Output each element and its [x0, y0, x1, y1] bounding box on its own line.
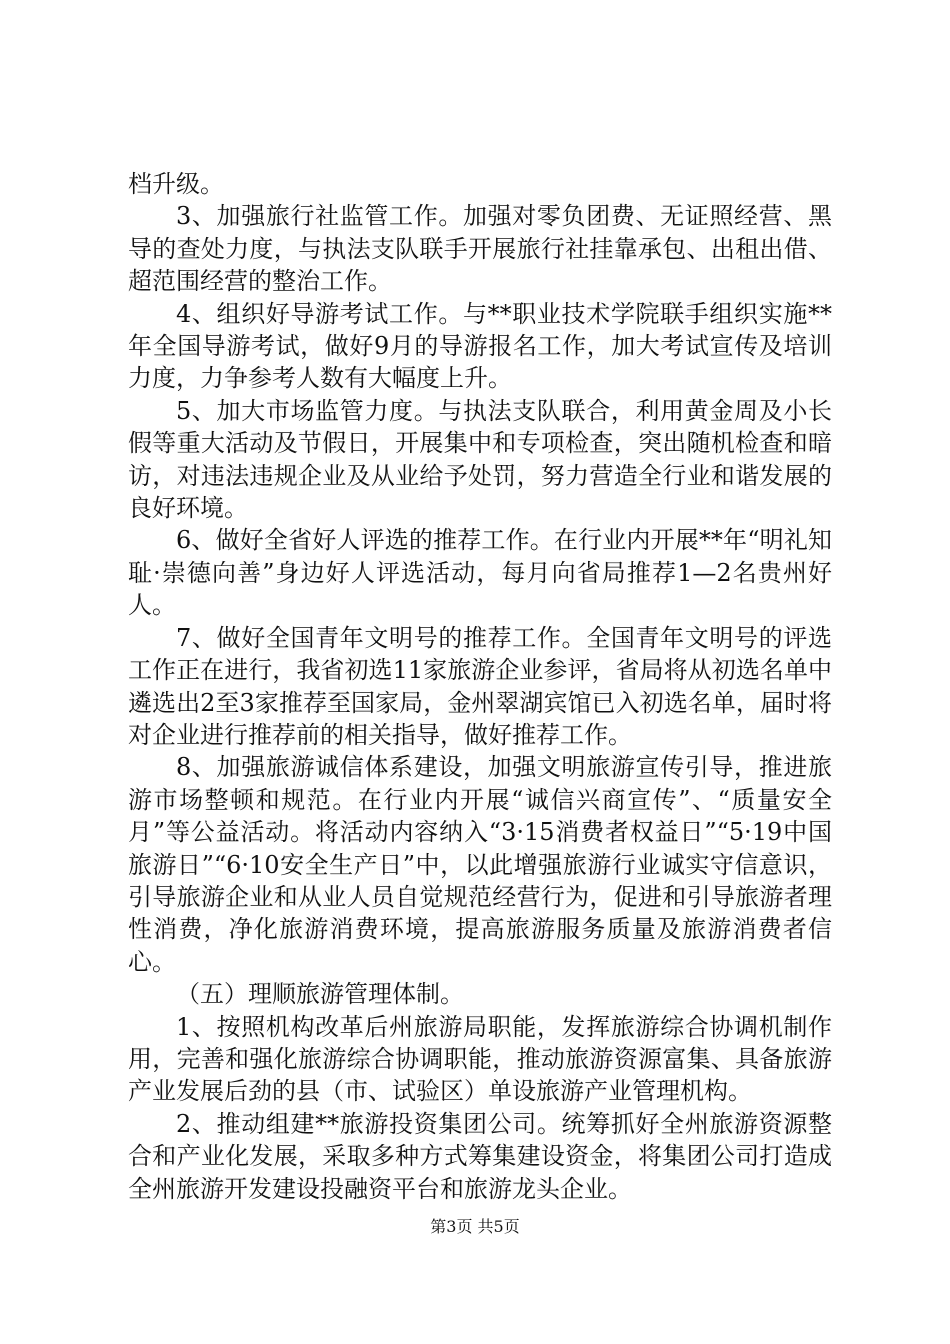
paragraph-item-8: 8、加强旅游诚信体系建设，加强文明旅游宣传引导，推进旅游市场整顿和规范。在行业内开展“诚信兴商宣传”、“质量安全月”等公益活动。将活动内容纳入“3·15消费者权益日”“5·19中国旅游日”“6·10安全生产日”中，以此增强旅游行业诚实守信意识，引导旅游企业和从业人员自觉规范经营行为，促进和引导旅游者理性消费，净化旅游消费环境，提高旅游服务质量及旅游消费者信心。: [128, 753, 832, 976]
paragraph-item-1: 1、按照机构改革后州旅游局职能，发挥旅游综合协调机制作用，完善和强化旅游综合协调职能，推动旅游资源富集、具备旅游产业发展后劲的县（市、试验区）单设旅游产业管理机构。: [128, 1012, 832, 1106]
paragraph-item-6: 6、做好全省好人评选的推荐工作。在行业内开展**年“明礼知耻·崇德向善”身边好人评选活动，每月向省局推荐1—2名贵州好人。: [128, 526, 832, 620]
paragraph-item-3: 3、加强旅行社监管工作。加强对零负团费、无证照经营、黑导的查处力度，与执法支队联手开展旅行社挂靠承包、出租出借、超范围经营的整治工作。: [128, 202, 832, 296]
section-heading-5: （五）理顺旅游管理体制。: [176, 980, 464, 1009]
document-body: [128, 168, 832, 1205]
page-number-footer: 第3页 共5页: [430, 1217, 520, 1236]
paragraph-item-5: 5、加大市场监管力度。与执法支队联合，利用黄金周及小长假等重大活动及节假日，开展集中和专项检查，突出随机检查和暗访，对违法违规企业及从业给予处罚，努力营造全行业和谐发展的良好环境。: [128, 396, 832, 523]
paragraph-item-4: 4、组织好导游考试工作。与**职业技术学院联手组织实施**年全国导游考试，做好9月的导游报名工作，加大考试宣传及培训力度，力争参考人数有大幅度上升。: [128, 299, 832, 393]
paragraph-item-2: 2、推动组建**旅游投资集团公司。统筹抓好全州旅游资源整合和产业化发展，采取多种方式筹集建设资金，将集团公司打造成全州旅游开发建设投融资平台和旅游龙头企业。: [128, 1109, 832, 1203]
paragraph-continuation: 档升级。: [128, 170, 224, 198]
paragraph-item-7: 7、做好全国青年文明号的推荐工作。全国青年文明号的评选工作正在进行，我省初选11家旅游企业参评，省局将从初选名单中遴选出2至3家推荐至国家局，金州翠湖宾馆已入初选名单，届时将对企业进行推荐前的相关指导，做好推荐工作。: [128, 623, 832, 749]
